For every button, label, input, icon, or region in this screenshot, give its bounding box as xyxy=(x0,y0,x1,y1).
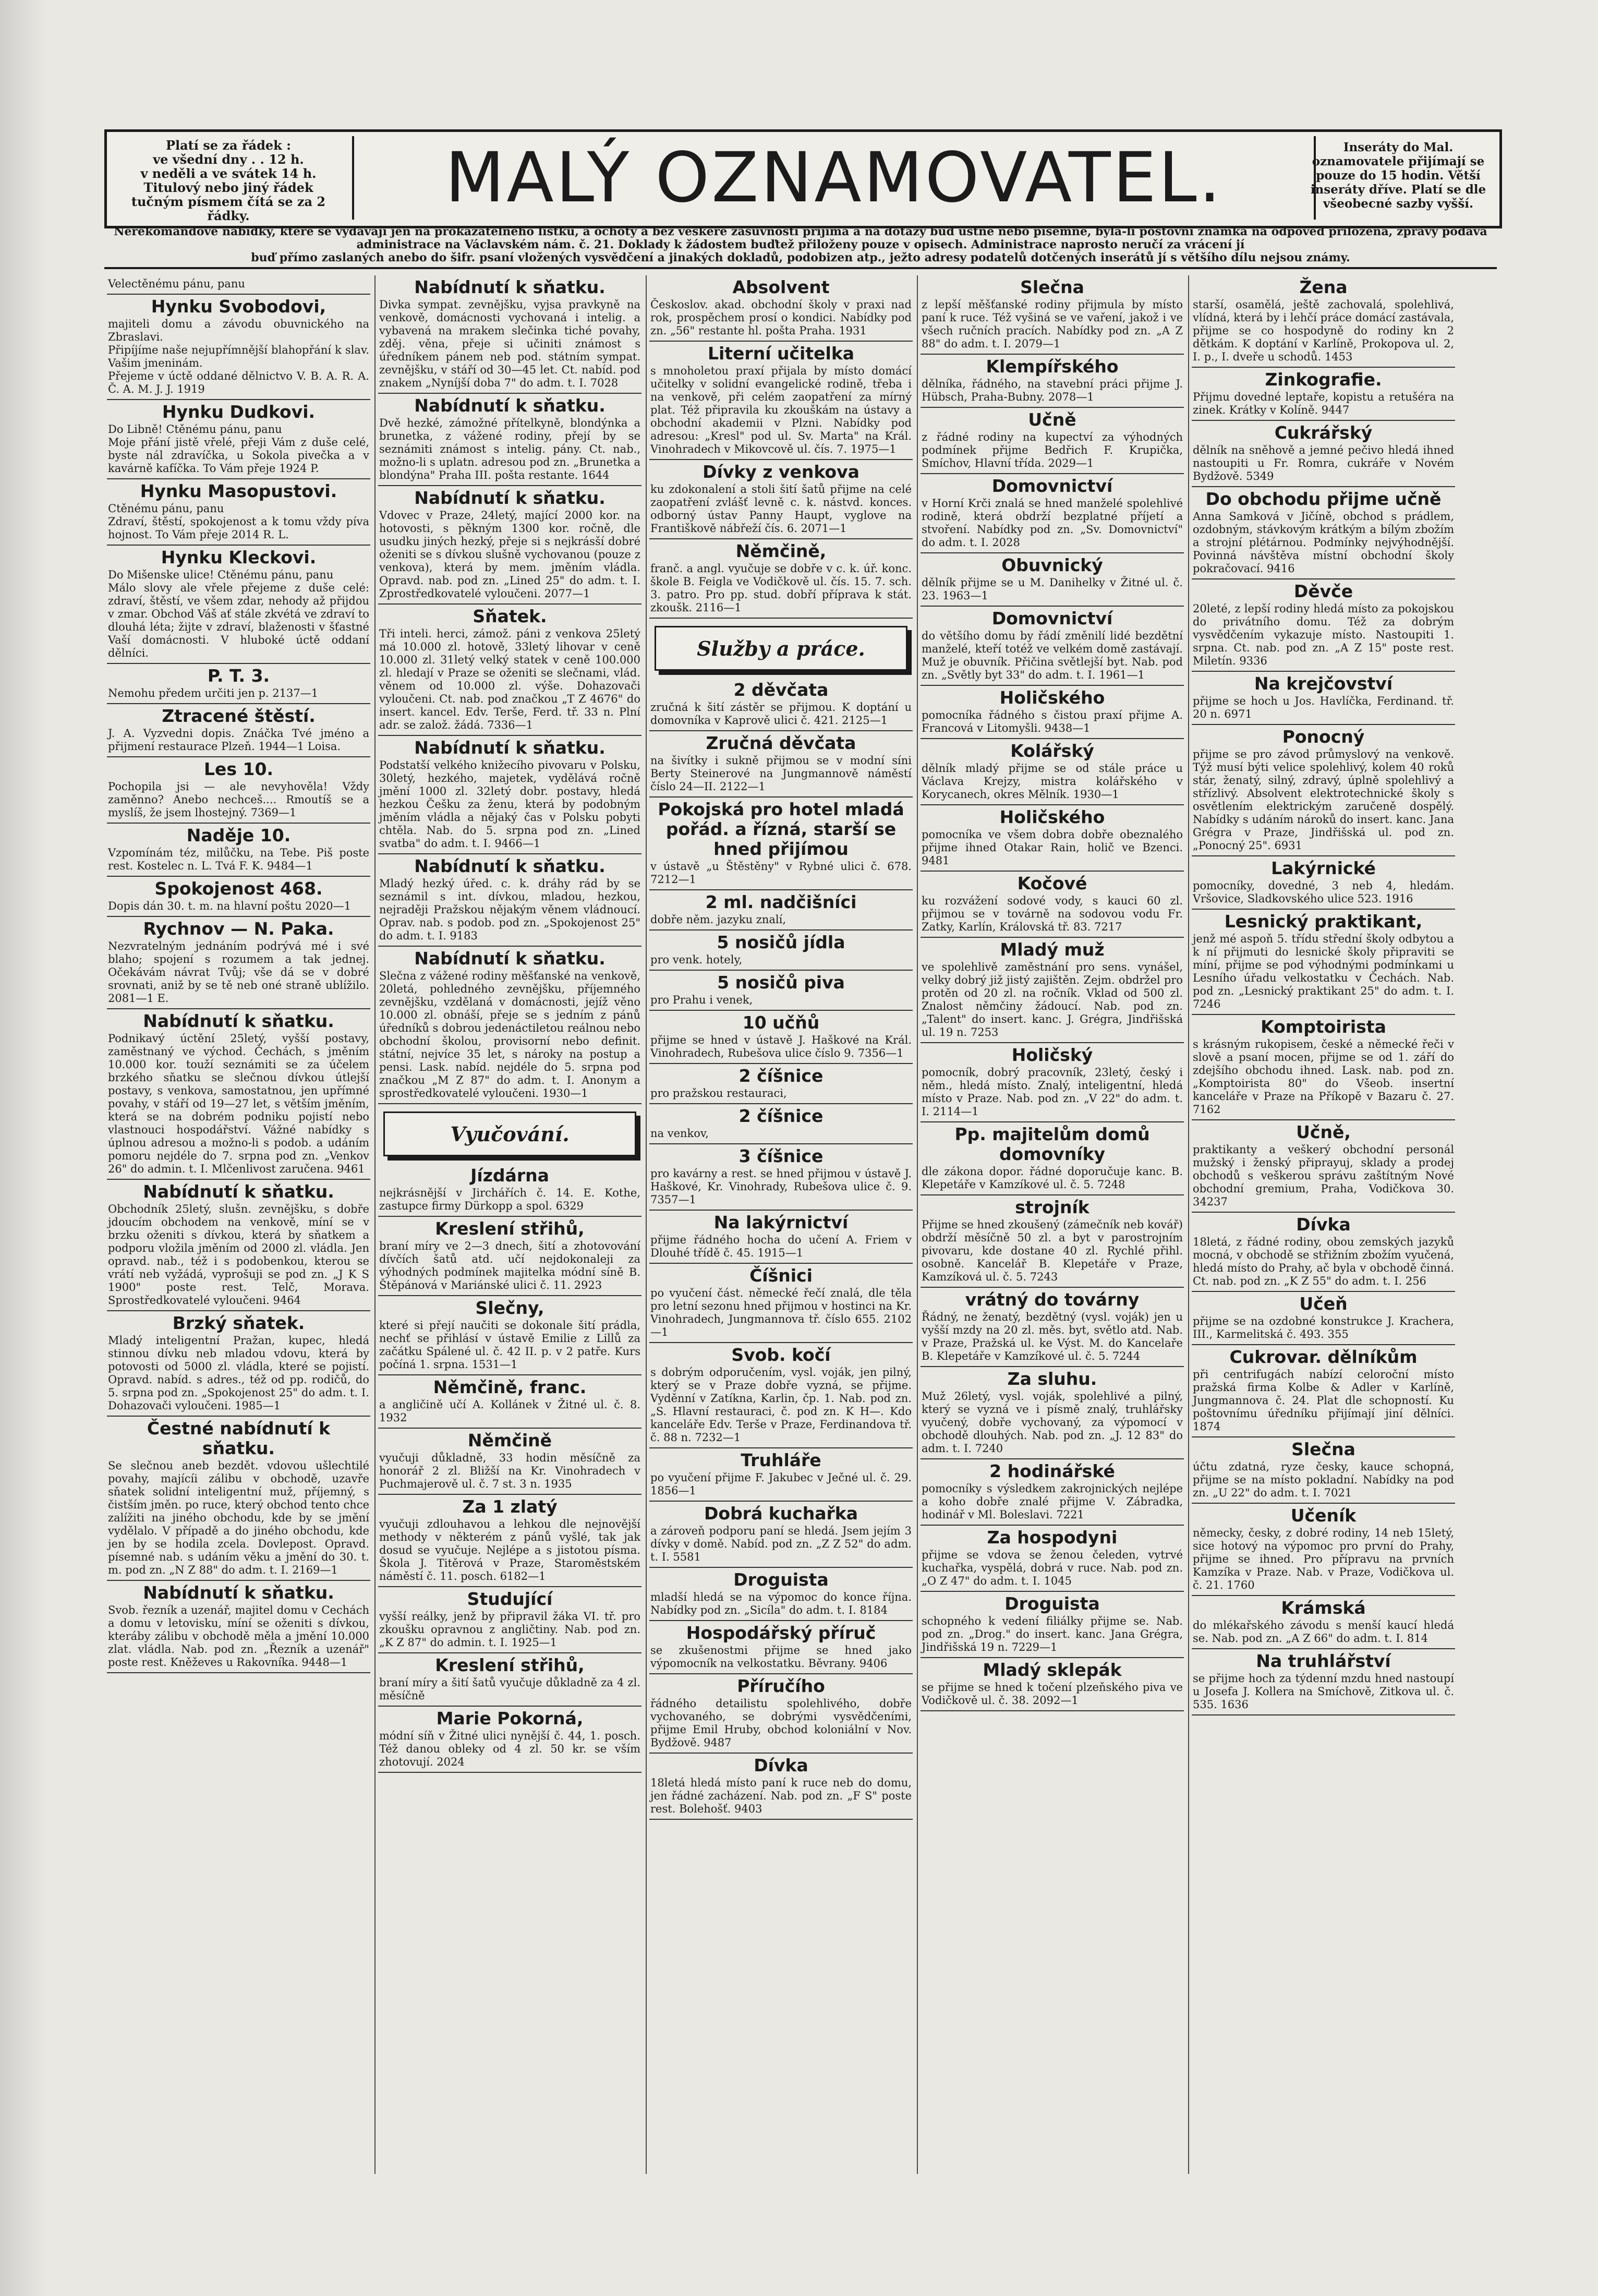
ad-text: dobře něm. jazyku znalí, xyxy=(650,913,786,926)
ad-heading: Čestné nabídnutí k sňatku. xyxy=(147,1418,331,1458)
ad-text: ku rozvážení sodové vody, s kauci 60 zl. přijmou se v továrně na sodovou vodu Fr. Zatky, Karlín, Královská tř. 83. 7217 xyxy=(922,895,1183,933)
ad-heading: Les 10. xyxy=(204,759,273,779)
ad-text: Tři inteli. herci, zámož. páni z venkova 25letý má 10.000 zl. hotově, 33letý lihovar v ceně 10.000 zl. 31letý velký statek v ceně 100.000 zl. hledají v Praze se oženiti se slečnami, vlád. věnem od 10.000 zl. výše. Dohazovači vyloučeni. Ct. nab. pod značkou „T Z 4676" do insert. kancel. Edv. Terše, Ferd. tř. 33 n. Plní adr. se založ. žádá. 7336—1 xyxy=(379,627,640,731)
column-3 xyxy=(649,275,913,1820)
classified-ad xyxy=(921,872,1184,938)
ad-text: po vyučení část. německé řečí znalá, dle těla pro letní sezonu hned přijmou v hostinci na Kr. Vinohradech, Jungmannova tř. číslo 655. 2102—1 xyxy=(650,1287,912,1338)
classified-ad xyxy=(1192,1504,1455,1596)
ad-heading: Němčině, xyxy=(735,541,827,561)
ad-heading: Holičského xyxy=(999,687,1105,708)
ad-text: přijme se pro závod průmyslový na venkově. Týž musí býti velice spolehlivý, kolem 40 roků stár, ženatý, silný, zdravý, úplně spolehlivý a střízlivý. Absolvent elektrotechnické školy s osvětlením elektrickým zaručeně dospělý. Nabídky s udáním nároků do insert. kanc. Jana Grégra v Praze, Jindřišská ul. pod zn. „Ponocný 25". 6931 xyxy=(1193,748,1454,852)
ad-text: vyučuji důkladně, 33 hodin měsíčně za honorář 2 zl. Bližší na Kr. Vinohradech v Puchmajerově ul. č. 7 st. 3 n. 1935 xyxy=(379,1452,640,1490)
ad-text: pro venk. hotely, xyxy=(650,953,743,966)
ad-text: J. A. Vyzvedni dopis. Znáčka Tvé jméno a přijmení restaurace Plzeň. 1944—1 Loisa. xyxy=(108,727,369,753)
ad-heading: Učně, xyxy=(1296,1122,1351,1142)
ad-heading: Nabídnutí k sňatku. xyxy=(414,738,606,758)
ad-text: praktikanty a veškerý obchodní personál mužský i ženský připrayuj, sklady a prodej obchodů s veškerou správu zaštítným Nové obchodní gremium, Praha, Vodičkova 30. 34237 xyxy=(1193,1143,1454,1208)
ad-heading: Pp. majitelům domů domovníky xyxy=(954,1124,1150,1164)
classified-ad xyxy=(649,342,913,460)
ad-heading: Zručná děvčata xyxy=(706,733,856,753)
classified-ad xyxy=(1192,368,1455,421)
ad-heading: Jízdárna xyxy=(470,1165,549,1186)
classified-ad xyxy=(378,275,641,394)
ad-heading: Zinkografie. xyxy=(1265,369,1382,390)
ad-text: vyšší reálky, jenž by připravil žáka VI. tř. pro zkoušku opravnou z angličtiny. Nab. pod zn. „K Z 87" do admin. t. I. 1925—1 xyxy=(379,1610,640,1649)
ad-text: do mlékařského závodu s menší kaucí hledá se. Nab. pod zn. „A Z 66" do adm. t. I. 814 xyxy=(1193,1619,1454,1645)
ad-text: Nemohu předem určiti jen p. 2137—1 xyxy=(108,687,319,699)
ad-text: v ústavě „u Štěstěny" v Rybné ulici č. 678. 7212—1 xyxy=(650,860,912,886)
ad-text: Slečna z vážené rodiny měšťanské na venkově, 20letá, pohledného zevnějšku, příjemného zevnějšku, vzdělaná v domácnosti, jejíž věno 10.000 zl. obnáší, přeje se s jedním z pánů úředníků s dobrou jedenáctiletou reálnou nebo obchodní školou, provisorní nebo definit. státní, nejvíce 35 let, s nároky na postup a pensi. Lask. nabíd. nejdéle do 5. srpna pod značkou „M Z 87" do adm. t. I. Anonym a sprostředkovatelé vyloučeni. 1930—1 xyxy=(379,970,640,1099)
classified-ad xyxy=(378,1296,641,1375)
classified-ad xyxy=(921,553,1184,607)
ad-heading: Absolvent xyxy=(732,277,830,297)
classified-ad xyxy=(378,736,641,854)
ad-heading: Němčině xyxy=(467,1430,552,1451)
ad-heading: Droguista xyxy=(1004,1593,1100,1614)
ad-heading: Nabídnutí k sňatku. xyxy=(414,488,606,508)
classified-ad xyxy=(1192,1437,1455,1504)
column-1 xyxy=(107,275,370,1673)
classified-ad xyxy=(378,1164,641,1217)
classified-ad xyxy=(921,1122,1184,1195)
ad-heading: Na krejčovství xyxy=(1254,673,1393,694)
classified-ad xyxy=(378,1429,641,1495)
classified-ad xyxy=(378,1217,641,1296)
classified-ad xyxy=(921,938,1184,1043)
ad-heading: Hynku Kleckovi. xyxy=(161,547,317,567)
classified-ad xyxy=(107,757,370,824)
ad-heading: 5 nosičů piva xyxy=(717,972,845,993)
ad-heading: Dívka xyxy=(1296,1214,1351,1235)
ad-heading: Slečna xyxy=(1020,277,1084,297)
ad-heading: Klempířského xyxy=(986,356,1119,377)
ad-text: Velectěnému pánu, panu xyxy=(108,277,245,290)
ad-heading: Hynku Svobodovi, xyxy=(151,296,326,317)
ad-text: Přijmu dovedné leptaře, kopistu a retušéra na zinek. Krátky v Kolíně. 9447 xyxy=(1193,391,1454,416)
ad-text: které si přejí naučiti se dokonale šití prádla, nechť se přihlásí v ústavě Emilie z Lillů za začátku Spálené ul. č. 42 II. p. v 2 patře. Kurs počíná 1. srpna. 1531—1 xyxy=(379,1319,640,1371)
classified-ad xyxy=(1192,1015,1455,1120)
ad-heading: 2 ml. nadčišníci xyxy=(705,892,857,912)
ad-heading: Za sluhu. xyxy=(1007,1369,1097,1389)
ad-text: Českoslov. akad. obchodní školy v praxi nad rok, prospěchem prosí o kondici. Nabídky pod zn. „56" restante hl. pošta Praha. 1931 xyxy=(650,298,912,337)
classified-ad xyxy=(649,731,913,797)
classified-ad xyxy=(921,607,1184,686)
ad-heading: Sňatek. xyxy=(473,606,547,626)
classified-ad xyxy=(921,1195,1184,1288)
ad-heading: Za hospodyni xyxy=(987,1527,1118,1548)
classified-ad xyxy=(1192,1292,1455,1345)
classified-ad xyxy=(649,1674,913,1754)
classified-ad xyxy=(1192,1213,1455,1292)
ad-heading: Obuvnický xyxy=(1001,555,1103,575)
ad-heading: Domovnictví xyxy=(991,476,1113,496)
ad-text: s dobrým odporučením, vysl. voják, jen pilný, který se v Praze dobře vyzná, se přijme. Vyděnní v Zatíkna, Karlin, čp. 1. Nab. pod zn. „S. Hlavní restauraci, č. pod zn. K H—. Kdo kanceláře Edv. Terše v Praze, Ferdinandova tř. č. 88 n. 7232—1 xyxy=(650,1366,912,1444)
classified-ad xyxy=(378,486,641,605)
ad-heading: Spokojenost 468. xyxy=(154,878,323,899)
ad-heading: Ponocný xyxy=(1282,727,1365,747)
ad-heading: Dobrá kuchařka xyxy=(704,1503,858,1524)
column-5 xyxy=(1192,275,1455,1715)
classified-ad xyxy=(649,1343,913,1448)
ad-heading: Žena xyxy=(1299,277,1348,297)
classified-ad xyxy=(1192,579,1455,672)
classified-ad xyxy=(921,1526,1184,1592)
classified-ad xyxy=(107,275,370,295)
ad-text: s mnoholetou praxí přijala by místo domácí učitelky v solidní evangelické rodině, třeba i na venkově, při celém zaopatření za mírný plat. Též připravila ku zkouškám na ústavy a obchodní akademii v Plzni. Nabídky pod adresou: „Kresl" pod ul. Sv. Marta" na Král. Vinohradech v Mikovcově ul. čís. 7. 1975—1 xyxy=(650,365,912,455)
page-fold-shadow xyxy=(0,0,47,2296)
section-heading: Vyučování. xyxy=(383,1111,636,1156)
ad-heading: Svob. kočí xyxy=(731,1345,831,1365)
classified-ad xyxy=(921,474,1184,553)
classified-ad xyxy=(1192,1596,1455,1649)
classified-ad xyxy=(921,1288,1184,1367)
classified-ad xyxy=(921,1043,1184,1122)
classified-ad xyxy=(1192,856,1455,910)
ad-heading: Holičského xyxy=(999,807,1105,827)
ad-heading: Nabídnutí k sňatku. xyxy=(414,277,606,297)
ad-heading: 2 číšnice xyxy=(739,1066,824,1086)
ad-heading: 5 nosičů jídla xyxy=(717,932,845,952)
ad-text: pro kavárny a rest. se hned přijmou v ústavě J. Haškové, Kr. Vinohrady, Rubešova ulice č. 9. 7357—1 xyxy=(650,1167,912,1206)
classified-ad xyxy=(1192,725,1455,856)
ad-heading: vrátný do továrny xyxy=(965,1289,1140,1310)
ad-heading: Truhláře xyxy=(741,1450,821,1470)
ad-heading: Děvče xyxy=(1293,581,1353,601)
ad-text: Do Mišenske ulice! Ctěnému pánu, panu Málo slovy ale vřele přejeme z duše celé: zdraví, štěstí, ve všem zdar, nehody až přijdou v zmar. Obchod Váš ať stále zkvétá ve zdraví to dlouhá léta; žijte v zdraví, blaženosti v šťastné Vaší domácnosti. V hluboké úctě oddaní dělníci. xyxy=(108,569,369,659)
classified-ad xyxy=(649,678,913,731)
ad-text: v Horní Krči znalá se hned manželé spolehlivé rodině, která obdrží bezplatné příjetí a stvoření. Nabídky pod zn. „Sv. Domovnictví" do adm. t. I. 2028 xyxy=(922,497,1183,549)
ad-heading: Němčině, franc. xyxy=(433,1377,587,1397)
ad-text: braní míry ve 2—3 dnech, šití a zhotovování dívčích šatů atd. učí nejdokonaleji za výhodných podmínek majitelka módní síně B. Štěpánová v Mariánské ulici č. 11. 2923 xyxy=(379,1240,640,1291)
ad-heading: Brzký sňatek. xyxy=(172,1313,305,1333)
classified-ad xyxy=(921,805,1184,872)
column-divider xyxy=(1188,275,1189,2174)
classified-ad xyxy=(107,1009,370,1180)
classified-ad xyxy=(921,408,1184,474)
ad-heading: Marie Pokorná, xyxy=(436,1708,584,1729)
ad-heading: Nabídnutí k sňatku. xyxy=(143,1011,334,1031)
classified-ad xyxy=(921,1592,1184,1658)
ad-heading: Slečny, xyxy=(475,1298,544,1318)
ad-text: 18letá, z řádné rodiny, obou zemských jazyků mocná, v obchodě se střižním zbožím vyučená, hledá místo do Prahy, ač byla v obchodě činná. Ct. nab. pod zn. „K Z 55" do adm. t. I. 256 xyxy=(1193,1236,1454,1287)
ad-text: Dvě hezké, zámožné přítelkyně, blondýnka a brunetka, z vážené rodiny, přejí by se seznámiti známost s intelig. pány. Ct. nab., možno-li s uplatn. adresou pod zn. „Brunetka a blondýna" Praha III. pošta restante. 1644 xyxy=(379,417,640,481)
ad-heading: Pokojská pro hotel mladá pořád. a řízná, starší se hned přijímou xyxy=(658,799,904,859)
classified-ad xyxy=(378,1587,641,1653)
ad-heading: Na truhlářství xyxy=(1256,1651,1391,1671)
ad-text: Podstatší velkého knižecího pivovaru v Polsku, 30letý, hezkého, majetek, vydělává ročně jmění 1000 zl. 32letý dobr. postavy, hledá hezkou Češku za ženu, která by podobným jměním vládla a nějaký čas v Polsku pobyti chtěla. Nab. do 5. srpna pod zn. „Lined svatba" do adm. t. I. 9466—1 xyxy=(379,759,640,850)
ad-heading: Nabídnutí k sňatku. xyxy=(414,948,606,969)
ad-heading: Nabídnutí k sňatku. xyxy=(143,1582,334,1603)
ad-text: vyučuji zdlouhavou a lehkou dle nejnovější methody v některém z pánů vyšlé, tak jak dosud se vyučuje. Nejlépe a s jistotou písma. Škola J. Titěrová v Praze, Staroměstském náměstí č. 11. posch. 6182—1 xyxy=(379,1518,640,1582)
classified-ad xyxy=(1192,672,1455,725)
ad-text: Dopis dán 30. t. m. na hlavní poštu 2020—1 xyxy=(108,900,351,912)
ad-heading: Holičský xyxy=(1011,1045,1093,1065)
ad-text: jenž mé aspoň 5. třídu střední školy odbytou a k ní přijmuti do lesnické školy připraviti se míní, přijme se pod výhodnými podmínkami u Lesního úřadu velkostatku v Čechách. Nab. pod zn. „Lesnický praktikant 25" do adm. t. I. 7246 xyxy=(1193,933,1454,1010)
ad-text: Obchodník 25letý, slušn. zevnějšku, s dobře jdoucím obchodem na venkově, míní se v brzku oženiti s dívkou, která by sňatkem a podporu vložila jměním od 2000 zl. vládla. Jen opravd. nab., též i s podobenkou, kterou se vrátí neb vyžádá, vyprošuji se pod zn. „J K S 1900" poste rest. Telč, Morava. Sprostředkovatelé vyloučeni. 9464 xyxy=(108,1203,369,1307)
ad-heading: Nabídnutí k sňatku. xyxy=(414,395,606,416)
ad-text: Anna Samková v Jičíně, obchod s prádlem, ozdobným, stávkovým krátkým a bílým zbožím a strojní plétárnou. Podmínky nejvýhodnější. Povinná návštěva místní obchodní školy pokračovací. 9416 xyxy=(1193,510,1454,575)
ad-heading: Dívky z venkova xyxy=(703,462,859,482)
classified-ad xyxy=(649,1064,913,1104)
ad-text: dle zákona dopor. řádné doporučuje kanc. B. Klepetáře v Kamzíkové ul. č. 5. 7248 xyxy=(922,1165,1183,1191)
classified-ad xyxy=(1192,910,1455,1015)
administration-notice: Nerekomandové nabídky, které se vydávají jen na prokazatelného lístku, a ochoty a bez veškeré zásuvnosti přijímá a na dotazy buď ústně nebo písemně, byla-li poštovní známka na odpověď přiložena, zprávy podává administrace na Václavském nám. č. 21. Doklady k žádostem buďtež přiloženy pouze v opisech. Administrace naprosto neručí za vrácení jí buď přímo zaslaných anebo do šifr. psaní vložených vysvědčení a jinakých dokladů, podobizen atp., ježto adresy podatelů dotčených inserátů jí s většího dílu nejsou známy. xyxy=(114,225,1487,264)
ad-text: Podnikavý úctění 25letý, vyšší postavy, zaměstnaný ve východ. Čechách, s jměním 10.000 kor. touží seznámiti se za účelem brzkého sňatku se slečnou dívkou útlejší postavy, s venkova, samostatnou, jen upřímné povahy, v stáří od 19—27 let, s větším jměním, která se na dobrém podniku pojistí nebo vlastnouci hospodářství. Vážné nabídky s úplnou adresou a možno-li s podob. a udáním pomoru nejdéle do 7. srpna pod zn. „Venkov 26" do admin. t. I. Mlčenlivost zaručena. 9461 xyxy=(108,1032,369,1175)
ad-heading: Do obchodu přijme učně xyxy=(1205,489,1442,509)
ad-text: Se slečnou aneb bezdět. vdovou ušlechtilé povahy, majícíi zálibu v obchodě, uzavře sňatek solidní inteligentní muž, příjemný, s čistším jměn. po ruce, který obchod tento chce zalížiti na jiného obchodu, kde by se jmění vydělalo. V případě a do jiného obchodu, kde jen by se hodila zcela. Dovlepost. Opravd. písemné nab. s udáním věku a jmění do 30. t. m. pod zn. „N Z 88" do adm. t. I. 2169—1 xyxy=(108,1459,369,1576)
ad-text: z řádné rodiny na kupectví za výhodných podmínek přijme Bedřich F. Krupička, Smíchov, Hlavní třída. 2029—1 xyxy=(922,431,1183,469)
classified-ad xyxy=(649,797,913,890)
ad-heading: Kolářský xyxy=(1010,741,1094,761)
ad-text: módní síň v Žitné ulici nynější č. 44, 1. posch. Též danou obleky od 4 zl. 50 kr. se vším zhotovují. 2024 xyxy=(379,1730,640,1768)
ad-text: pomocníka řádného s čistou praxí přijme A. Francová v Litomyšli. 9438—1 xyxy=(922,709,1183,734)
classified-ad xyxy=(921,1367,1184,1459)
classified-ad xyxy=(107,1311,370,1417)
ad-text: pro Prahu i venek, xyxy=(650,994,753,1006)
classified-ad xyxy=(107,917,370,1009)
ad-heading: Mladý muž xyxy=(1000,939,1105,960)
classified-ad xyxy=(107,400,370,479)
ad-text: řádného detailistu spolehlivého, dobře vychovaného, se dobrými vysvědčeními, přijme Emil Hruby, obchod koloniální v Nov. Bydžově. 9487 xyxy=(650,1697,912,1749)
classified-ad xyxy=(1192,487,1455,579)
ad-text: braní míry a šití šatů vyučuje důkladně za 4 zl. měsíčně xyxy=(379,1676,640,1702)
ad-heading: Literní učitelka xyxy=(707,343,855,364)
ad-heading: Kočové xyxy=(1017,873,1087,893)
ad-heading: Lakýrnické xyxy=(1271,858,1376,878)
ad-text: pomocníky, dovedné, 3 neb 4, hledám. Vršovice, Sladkovského ulice 523. 1916 xyxy=(1193,879,1454,905)
ad-text: pro pražskou restauraci, xyxy=(650,1087,787,1099)
ad-text: mladší hledá se na výpomoc do konce října. Nabídky pod zn. „Sicíla" do adm. t. I. 8184 xyxy=(650,1591,912,1616)
classified-ad xyxy=(921,739,1184,805)
ad-heading: Droguista xyxy=(733,1569,829,1590)
ad-text: Divka sympat. zevnějšku, vyjsa pravkyně na venkově, domácnosti vychovaná i intelig. a vybavená na mrakem slečinka tiché povahy, zděj. věna, přeje si učiniti známost s úředníkem pánem neb pod. státním sympat. zevnějšku, v stáří od 30—45 let. Ct. nabíd. pod znakem „Nyníjší doba 7" do adm. t. I. 7028 xyxy=(379,298,640,389)
classified-ad xyxy=(107,1180,370,1311)
ad-heading: Dívka xyxy=(754,1755,808,1775)
ad-text: pomocníka ve všem dobra dobře obeznalého přijme ihned Otakar Rain, holič ve Bzenci. 9481 xyxy=(922,828,1183,867)
classified-ad xyxy=(1192,275,1455,368)
ad-heading: Cukrovar. dělníkům xyxy=(1229,1347,1418,1367)
ad-heading: Slečna xyxy=(1291,1439,1355,1459)
ad-text: pomocníky s výsledkem zakrojnických nejlépe a koho dobře znalé přijme V. Zábradka, hodinář v Ml. Boleslavi. 7221 xyxy=(922,1482,1183,1521)
ad-text: na venkov, xyxy=(650,1127,709,1140)
classified-ad xyxy=(107,704,370,757)
classified-ad xyxy=(921,275,1184,355)
column-2 xyxy=(378,275,641,1773)
ad-heading: Nabídnutí k sňatku. xyxy=(414,856,606,876)
ad-text: německy, česky, z dobré rodiny, 14 neb 15letý, sice hotový na výpomoc pro první do Prahy, přijme se ihned. Pro přípravu na prvních Kamzíka v Praze. Nab. v Praze, Vodičkova ul. č. 21. 1760 xyxy=(1193,1527,1454,1591)
ad-heading: Hynku Masopustovi. xyxy=(140,481,337,501)
ad-text: Muž 26letý, vysl. voják, spolehlivé a pilný, který se vyzná ve i písmě znalý, truhlářsky vyučený, dobře vychovaný, za výpomocí v obchodě dlouhých. Nab. pod zn. „J. 12 83" do adm. t. I. 7240 xyxy=(922,1390,1183,1455)
classified-ad xyxy=(378,1375,641,1429)
classified-ad xyxy=(378,1495,641,1587)
ad-text: zručná k šití zástěr se přijmou. K doptání u domovníka v Kaprově ulici č. 421. 2125—1 xyxy=(650,701,912,727)
classified-ad xyxy=(649,1104,913,1144)
ad-text: dělník přijme se u M. Danihelky v Žitné ul. č. 23. 1963—1 xyxy=(922,576,1183,602)
ad-text: Do Libně! Ctěnému pánu, panu Moje přání jistě vřelé, přeji Vám z duše celé, byste nál zdravíčka, u Sokola pivečka a v kavárně kafíčka. To Vám přeje 1924 P. xyxy=(108,423,369,475)
classified-ad xyxy=(649,931,913,971)
ad-heading: Kreslení střihů, xyxy=(435,1655,585,1675)
insertion-info-box: Inseráty do Mal. oznamovatele přijímají se pouze do 15 hodin. Větší inseráty dříve. Platí se dle všeobecné sazby vyšší. xyxy=(1310,140,1486,211)
ad-text: přijme řádného hocha do učení A. Friem v Dlouhé třídě č. 45. 1915—1 xyxy=(650,1234,912,1259)
masthead xyxy=(104,129,1502,228)
column-divider xyxy=(646,275,647,2174)
classified-ad xyxy=(1192,1649,1455,1715)
ad-heading: Hospodářský příruč xyxy=(686,1623,876,1643)
ad-text: se přijme se hned k točení plzeňského piva ve Vodičkově ul. č. 38. 2092—1 xyxy=(922,1681,1183,1707)
ad-text: ku zdokonalení a stoli šití šatů přijme na celé zaopatření zvlášť levně c. k. nástvd. konces. odborný ústav Panny Haupt, vyglove na Františkově nábřeží čís. 6. 2071—1 xyxy=(650,483,912,535)
ad-text: Přijme se hned zkoušený (zámečník neb kovář) obdrží měsíčně 50 zl. a byt v parostrojním pivovaru, kde dostane 40 zl. Rychlé přihl. osobně. Kancelář B. Klepetáře v Praze, Kamzíková ul. č. 5. 7243 xyxy=(922,1218,1183,1283)
ad-text: ve spolehlivě zaměstnání pro sens. vynášel, velky dobrý již jistý zajištěn. Zejm. obdržel pro protěn od 20 zl. na ročník. Vklad od 500 zl. Znalost němčiny žádoucí. Nab. pod zn. „Talent" do insert. kanc. J. Grégra, Jindřišská ul. 19 n. 7253 xyxy=(922,961,1183,1038)
ad-heading: Nabídnutí k sňatku. xyxy=(143,1181,334,1202)
ad-heading: Učeň xyxy=(1299,1294,1348,1314)
ad-heading: 2 číšnice xyxy=(739,1106,824,1126)
header-rule xyxy=(104,267,1497,269)
ad-heading: strojník xyxy=(1015,1197,1089,1217)
ad-heading: Studující xyxy=(467,1589,553,1609)
classified-ad xyxy=(107,664,370,704)
classified-ad xyxy=(649,971,913,1011)
ad-heading: 2 hodinářské xyxy=(989,1461,1115,1481)
classified-ad xyxy=(107,877,370,917)
classified-ad xyxy=(921,686,1184,739)
ad-text: schopného k vedení filiálky přijme se. Nab. pod zn. „Drog." do insert. kanc. Jana Grégra, Jindřišská 19 n. 7229—1 xyxy=(922,1615,1183,1653)
ad-heading: Hynku Dudkovi. xyxy=(162,402,316,422)
classified-ad xyxy=(107,546,370,664)
ad-heading: 2 děvčata xyxy=(733,680,829,700)
ad-text: přijme se hoch u Jos. Havlíčka, Ferdinand. tř. 20 n. 6971 xyxy=(1193,695,1454,720)
ad-heading: Číšnici xyxy=(749,1265,813,1286)
ad-text: pomocník, dobrý pracovník, 23letý, český i něm., hledá místo. Znalý, inteligentní, hledá místo v Praze. Nab. pod zn. „V 22" do adm. t. I. 2114—1 xyxy=(922,1066,1183,1118)
ad-heading: Mladý sklepák xyxy=(983,1660,1122,1680)
classified-ad xyxy=(649,1754,913,1820)
ad-text: z lepší měšťanské rodiny přijmula by místo paní k ruce. Též vyšiná se ve vaření, jakož i ve všech ručních pracích. Nabídky pod zn. „A Z 88" do adm. t. I. 2079—1 xyxy=(922,298,1183,350)
classified-ad xyxy=(649,275,913,342)
classified-ad xyxy=(921,1459,1184,1526)
ad-text: účtu zdatná, ryze česky, kauce schopná, přijme se na místo pokladní. Nabídky na pod zn. „U 22" do adm. t. I. 7021 xyxy=(1193,1460,1454,1499)
classified-ad xyxy=(378,394,641,486)
ad-heading: Naděje 10. xyxy=(186,825,291,845)
ad-text: dělníka, řádného, na stavební práci přijme J. Hübsch, Praha-Bubny. 2078—1 xyxy=(922,378,1183,403)
ad-heading: Příručího xyxy=(737,1676,825,1696)
ad-text: na šivítky i sukně přijmou se v modní síni Berty Steinerové na Jungmannově náměstí číslo 24—II. 2122—1 xyxy=(650,754,912,793)
ad-heading: Komptoirista xyxy=(1261,1017,1386,1037)
ad-text: přijme se vdova se ženou čeleden, vytrvé kuchařka, vyspělá, dobrá v ruce. Nab. pod zn. „O Z 47" do adm. t. I. 1045 xyxy=(922,1549,1183,1587)
ad-text: přijme se hned v ústavě J. Haškové na Král. Vinohradech, Rubešova ulice číslo 9. 7356—1 xyxy=(650,1034,912,1059)
ad-text: Vdovec v Praze, 24letý, mající 2000 kor. na hotovosti, s pěkným 1300 kor. ročně, dle usudku jiných hezký, přeje si s nejkrásší dobré oženiti se s dívkou slušně vychovanou (pouze z venkova), která by mem. jměním vládla. Opravd. nab. pod zn. „Lined 25" do adm. t. I. Zprostředkovatelé vyloučeni. 2077—1 xyxy=(379,509,640,600)
classified-ad xyxy=(649,890,913,931)
column-divider xyxy=(374,275,376,2174)
ad-heading: Ztracené štěstí. xyxy=(162,706,316,726)
classified-ad xyxy=(1192,1345,1455,1437)
ad-text: nejkrásnější v Jirchářích č. 14. E. Kothe, zastupce firmy Dürkopp a spol. 6329 xyxy=(379,1187,640,1212)
ad-text: 18letá hledá místo paní k ruce neb do domu, jen řádné zacházení. Nab. pod zn. „F S" poste rest. Bolehošť. 9403 xyxy=(650,1777,912,1815)
classified-ad xyxy=(649,460,913,539)
classified-ad xyxy=(649,1144,913,1211)
ad-heading: Kreslení střihů, xyxy=(435,1218,585,1239)
ad-text: franč. a angl. vyučuje se dobře v c. k. úř. konc. škole B. Feigla ve Vodičkově ul. čís. 15. 7. sch. 3. patro. Pro pp. stud. dobří příprava k stát. zkoušk. 2116—1 xyxy=(650,562,912,614)
ad-text: se zkušenostmi přijme se hned jako výpomocník na velkostatku. Běvrany. 9406 xyxy=(650,1644,912,1670)
classified-ad xyxy=(107,1417,370,1581)
ad-text: s krásným rukopisem, české a německé řeči v slově a psaní mocen, přijme se od 1. září do zdejšího obchodu ihned. Lask. nab. pod zn. „Komptoirista 80" do Všeob. insertní kanceláře v Praze na Příkopě v Bazaru č. 27. 7162 xyxy=(1193,1038,1454,1116)
ad-heading: 3 číšnice xyxy=(739,1146,824,1166)
classified-ad xyxy=(107,824,370,877)
ad-text: do většího domu by řádí změnilí lidé bezdětní manželé, kteří totéž ve velkém domě zastávají. Muž je obuvník. Přičina světlejší byt. Nab. pod zn. „Světly byt 33" do adm. t. I. 1961—1 xyxy=(922,630,1183,681)
classified-ad xyxy=(649,1621,913,1674)
ad-text: Ctěnému pánu, panu Zdraví, štěstí, spokojenost a k tomu vždy píva hojnost. To Vám přeje 2014 R. L. xyxy=(108,502,369,541)
ad-text: starší, osamělá, ještě zachovalá, spolehlivá, vlídná, která by i lehčí práce domácí zastávala, přijme se co hospodyně do rodiny kn 2 dětkám. K doptání v Karlíně, Prokopova ul. 2, I. p., I. dveře u schodů. 1453 xyxy=(1193,298,1454,363)
ad-text: Mladý inteligentní Pražan, kupec, hledá stinnou dívku neb mladou vdovu, která by potovosti od 5000 zl. vládla, které se pojistí. Opravd. nabíd. s adres., též od pp. rodičů, do 5. srpna pod zn. „Spokojenost 25" do adm. t. I. Dohazovači vyloučeni. 1985—1 xyxy=(108,1334,369,1412)
ad-heading: 10 učňů xyxy=(742,1012,820,1033)
ad-text: přijme se na ozdobné konstrukce J. Krachera, III., Karmelitská č. 493. 355 xyxy=(1193,1315,1454,1340)
ad-text: dělník na sněhově a jemné pečivo hledá ihned nastoupiti u Fr. Romra, cukráře v Novém Bydžově. 5349 xyxy=(1193,444,1454,482)
column-4 xyxy=(921,275,1184,1711)
classified-ad xyxy=(107,479,370,546)
ad-text: se přijme hoch za týdenní mzdu hned nastoupí u Josefa J. Kollera na Smíchově, Zitkova ul. č. 535. 1636 xyxy=(1193,1672,1454,1711)
classified-ad xyxy=(107,295,370,400)
ad-heading: Na lakýrnictví xyxy=(713,1212,849,1232)
classified-ad xyxy=(649,1011,913,1064)
ad-text: Vzpomínám téz, milůčku, na Tebe. Piš poste rest. Kostelec n. L. Tvá F. K. 9484—1 xyxy=(108,847,369,872)
classified-ad xyxy=(1192,1120,1455,1213)
ad-heading: Za 1 zlatý xyxy=(462,1496,558,1517)
classified-ad xyxy=(649,1502,913,1568)
classified-ad xyxy=(378,605,641,736)
classified-ad xyxy=(921,1658,1184,1711)
ad-text: a angličině učí A. Kollánek v Žitné ul. č. 8. 1932 xyxy=(379,1398,640,1424)
ad-text: majiteli domu a závodu obuvnického na Zbraslavi. Připíjíme naše nejupřímnější blahopřání k slav. Vašim jmeninám. Přejeme v úctě oddané dělnictvo V. B. A. R. A. Č. A. M. J. J. 1919 xyxy=(108,318,369,395)
ad-text: po vyučení přijme F. Jakubec v Ječné ul. č. 29. 1856—1 xyxy=(650,1471,912,1497)
ad-heading: Cukrářský xyxy=(1274,422,1373,443)
ad-heading: Domovnictví xyxy=(991,608,1113,629)
ad-text: Řádný, ne ženatý, bezdětný (vysl. voják) jen u vyšší mzdy na 20 zl. měs. byt, světlo atd. Nab. v Praze, Pražská ul. ke Výst. M. do Kancelaře B. Klepetáře v Kamzíkové ul. č. 5. 7244 xyxy=(922,1311,1183,1362)
classified-ad xyxy=(378,854,641,947)
ad-text: a zároveň podporu paní se hledá. Jsem jejím 3 dívky v domě. Nabíd. pod zn. „Z Z 52" do adm. t. I. 5581 xyxy=(650,1525,912,1563)
pricing-box: Platí se za řádek : ve všední dny . . 12 h. v neděli a ve svátek 14 h. Titulový nebo jiný řádek tučným písmem čítá se za 2 řádky. xyxy=(131,138,326,223)
ad-text: Mladý hezký úřed. c. k. dráhy rád by se seznámil s int. dívkou, mladou, hezkou, nejraději Pražskou nějakým věnem vládnoucí. Oprav. nab. s podob. pod zn. „Spokojenost 25" do adm. t. I. 9183 xyxy=(379,877,640,942)
classified-ad xyxy=(378,1707,641,1773)
classified-ad xyxy=(649,539,913,619)
ad-text: Pochopila jsi — ale nevyhověla! Vždy zaměnno? Anebo nechceš.... Rmoutíš se a myslíš, že jsem lhostejný. 7369—1 xyxy=(108,780,369,819)
classified-ad xyxy=(649,1568,913,1621)
ad-heading: Krámská xyxy=(1281,1598,1366,1618)
ad-text: Svob. řezník a uzenář, majitel domu v Cechách a domu v letovisku, míní se oženiti s dívkou, kteráby zálibu v obchodě měla a jmění 10.000 zlat. vládla. Nab. pod zn. „Řezník a uzenář" poste rest. Kněževes u Rakovníka. 9448—1 xyxy=(108,1604,369,1669)
ad-heading: Lesnický praktikant, xyxy=(1224,911,1423,932)
classified-ad xyxy=(378,947,641,1104)
ad-text: dělník mladý přijme se od stále práce u Václava Krejzy, mistra kolářského v Korycanech, okres Mělník. 1930—1 xyxy=(922,762,1183,801)
page-title: MALÝ OZNAMOVATEL. xyxy=(352,136,1316,220)
classified-ad xyxy=(1192,421,1455,487)
ad-heading: Učeník xyxy=(1290,1505,1357,1526)
ad-heading: Učně xyxy=(1028,409,1076,430)
classified-ad xyxy=(107,1581,370,1673)
column-divider xyxy=(917,275,918,2174)
classified-ad xyxy=(649,1448,913,1502)
ad-text: Nezvratelným jednáním podrývá mé i své blaho; spojení s rozumem a tak jednej. Očekávám návrat Tvůj; vše dá se v dobré srovnati, aniž by se tě neb oné straně ublížilo. 2081—1 E. xyxy=(108,940,369,1005)
classified-ad xyxy=(921,355,1184,408)
classified-ad xyxy=(649,1264,913,1343)
ad-text: při centrifugách nabízí celoroční místo pražská firma Kolbe & Adler v Karlíně, Jungmannova č. 24. Plat dle schopností. Ku poštovnímu úředníku přijímají jiní dělníci. 1874 xyxy=(1193,1368,1454,1433)
section-heading: Služby a práce. xyxy=(655,626,907,671)
ad-heading: P. T. 3. xyxy=(207,666,270,686)
ad-heading: Rychnov — N. Paka. xyxy=(143,919,334,939)
ad-text: 20leté, z lepší rodiny hledá místo za pokojskou do privátního domu. Též za dobrým vysvědčením vykazuje místo. Nastoupiti 1. srpna. Ct. nab. pod zn. „A Z 15" poste rest. Miletín. 9336 xyxy=(1193,602,1454,667)
classified-ad xyxy=(378,1653,641,1707)
classified-ad xyxy=(649,1211,913,1264)
